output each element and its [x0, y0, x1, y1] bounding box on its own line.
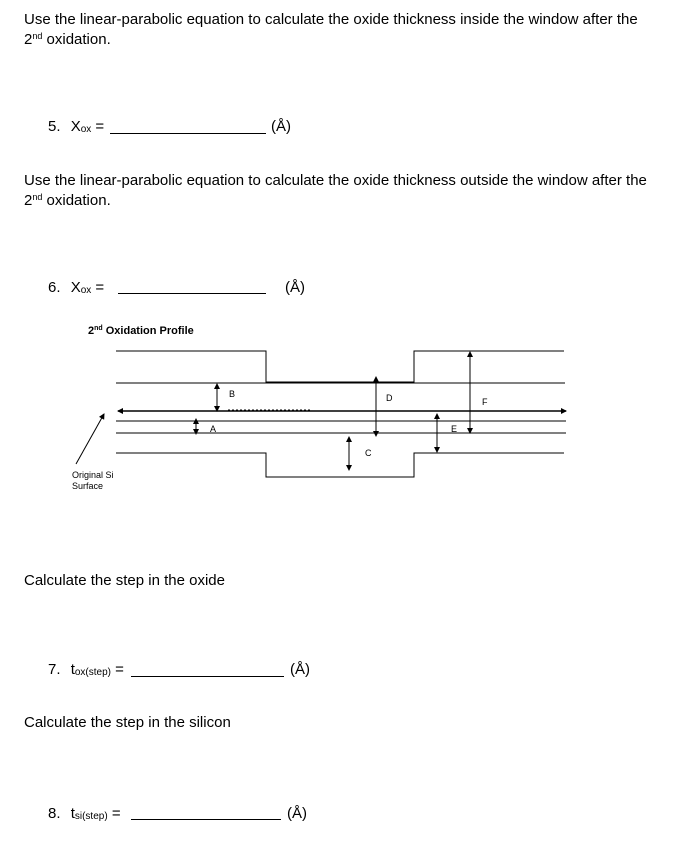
- q8-unit: (Å): [287, 805, 307, 822]
- q6-instruction-ordinal-suffix: nd: [32, 192, 43, 202]
- label-a: A: [210, 424, 217, 434]
- label-f: F: [482, 397, 488, 407]
- q5-number: 5.: [48, 118, 61, 135]
- q7-number: 7.: [48, 661, 61, 678]
- q7-answer-blank[interactable]: [131, 676, 284, 677]
- q5-instruction-tail: oxidation.: [42, 31, 111, 48]
- q6-instruction-tail: oxidation.: [42, 192, 111, 209]
- q8-answer-row: [48, 805, 121, 822]
- oxide-bottom-interface: [116, 453, 564, 477]
- q8-number: 8.: [48, 805, 61, 822]
- label-e: E: [451, 424, 458, 434]
- q5-instruction-ordinal-suffix: nd: [32, 31, 43, 41]
- q8-answer-blank[interactable]: [131, 819, 281, 820]
- q7-unit: (Å): [290, 661, 310, 678]
- q7-variable: $t_{ox(step)}$ =: [70, 661, 124, 678]
- label-c: C: [365, 448, 372, 458]
- label-d: D: [386, 393, 393, 403]
- si-surface-pointer: [76, 414, 104, 464]
- q6-instruction-text: Use the linear-parabolic equation to calculate the oxide thickness outside the window after the: [24, 172, 647, 189]
- q6-number: 6.: [48, 279, 61, 296]
- q6-variable: $X_{ox}$ =: [70, 279, 105, 296]
- figure-title: 2nd Oxidation Profile: [88, 325, 194, 337]
- q7-instruction: Calculate the step in the oxide: [24, 572, 225, 589]
- q5-instruction-ordinal: 2: [24, 31, 33, 48]
- q5-instruction-text: Use the linear-parabolic equation to calculate the oxide thickness inside the window after the: [24, 11, 638, 28]
- oxide-top-surface: [116, 351, 564, 382]
- q5-unit: (Å): [271, 118, 291, 135]
- q5-variable: $X_{ox}$ =: [70, 118, 105, 135]
- q7-answer-row: [48, 661, 124, 678]
- label-b: B: [229, 389, 236, 399]
- q6-unit: (Å): [285, 279, 305, 296]
- q6-instruction-ordinal: 2: [24, 192, 33, 209]
- q8-instruction: Calculate the step in the silicon: [24, 714, 231, 731]
- original-si-surface-label: Original Si Surface: [72, 470, 114, 491]
- q8-variable: $t_{si(step)}$ =: [70, 805, 121, 822]
